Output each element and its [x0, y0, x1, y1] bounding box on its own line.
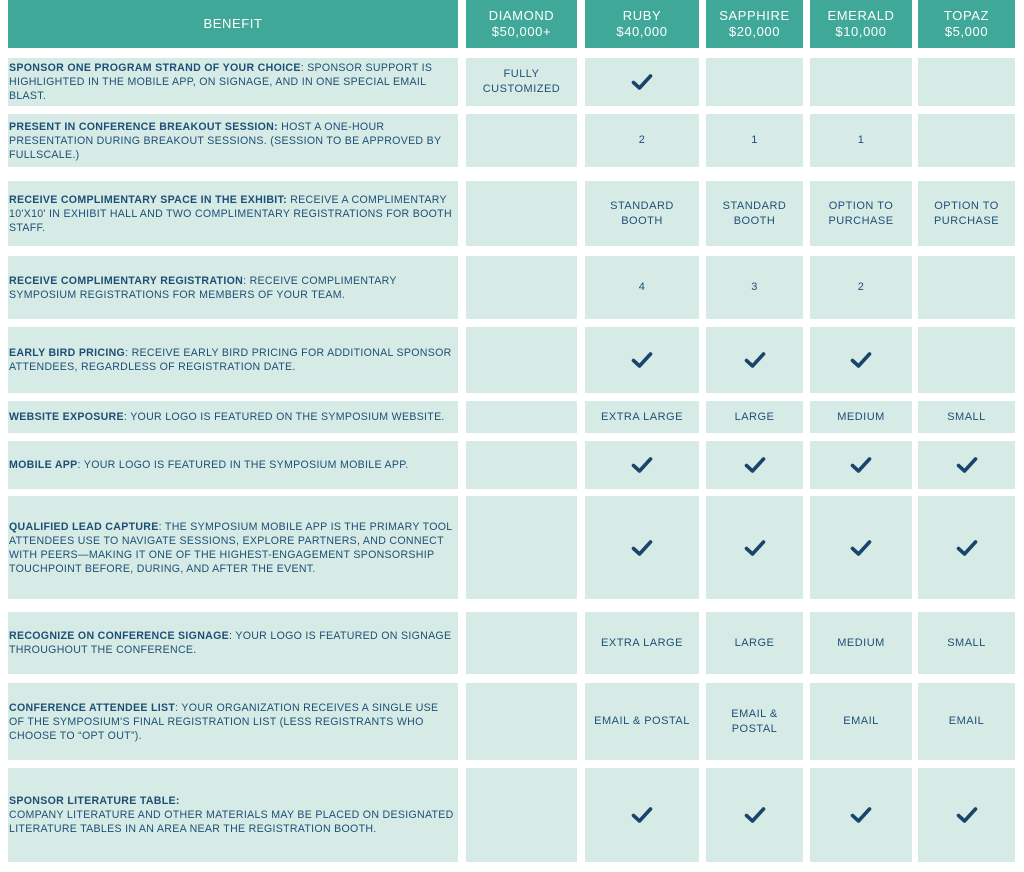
tier-cell-emerald [810, 114, 912, 167]
tier-cell-diamond [466, 496, 577, 599]
tier-name: DIAMOND [488, 8, 555, 23]
checkmark-icon [850, 351, 872, 369]
checkmark-icon [850, 806, 872, 824]
benefit-title: RECEIVE COMPLIMENTARY SPACE IN THE EXHIBIT: [9, 193, 287, 206]
tier-cell-sapphire [706, 496, 803, 599]
tier-cell-emerald [810, 768, 912, 862]
header-tier-diamond [466, 0, 577, 48]
checkmark-icon [956, 539, 978, 557]
benefit-cell [8, 256, 458, 319]
benefit-title: CONFERENCE ATTENDEE LIST [9, 701, 176, 714]
benefit-title: WEBSITE EXPOSURE [9, 411, 124, 423]
benefit-separator: : [175, 701, 182, 714]
tier-cell-diamond [466, 327, 577, 393]
tier-price: $10,000 [835, 24, 887, 39]
cell-value: 2 [638, 134, 646, 146]
header-tier-ruby [585, 0, 699, 48]
benefit-cell [8, 612, 458, 674]
checkmark-icon [850, 539, 872, 557]
tier-cell-ruby [585, 768, 699, 862]
checkmark-icon [850, 456, 872, 474]
benefit-cell [8, 683, 458, 760]
benefit-title: MOBILE APP [9, 459, 78, 471]
tier-cell-topaz [918, 58, 1015, 106]
tier-cell-emerald [810, 683, 912, 760]
tier-price: $5,000 [944, 24, 989, 39]
cell-value: EMAIL & POSTAL [731, 707, 778, 735]
benefit-separator: : [229, 630, 236, 642]
checkmark-icon [631, 73, 653, 91]
tier-cell-emerald [810, 327, 912, 393]
cell-value: OPTION TO PURCHASE [933, 199, 1000, 227]
tier-name: EMERALD [827, 8, 895, 23]
benefit-cell [8, 441, 458, 489]
tier-cell-topaz [918, 768, 1015, 862]
header-tier-emerald [810, 0, 912, 48]
benefit-title: RECOGNIZE ON CONFERENCE SIGNAGE [9, 630, 230, 642]
benefit-separator: : [77, 459, 84, 471]
checkmark-icon [956, 456, 978, 474]
benefit-cell [8, 401, 458, 433]
benefit-text [9, 520, 454, 576]
benefit-text [9, 274, 454, 302]
cell-value: OPTION TO PURCHASE [828, 199, 894, 227]
benefit-text [9, 629, 454, 657]
tier-cell-topaz [918, 496, 1015, 599]
checkmark-icon [956, 806, 978, 824]
benefit-text [9, 410, 445, 424]
tier-cell-ruby [585, 441, 699, 489]
cell-value: LARGE [734, 410, 775, 423]
cell-value: MEDIUM [837, 410, 885, 423]
tier-cell-emerald [810, 58, 912, 106]
benefit-description: YOUR LOGO IS FEATURED ON SIGNAGE THROUGHOUT THE CONFERENCE. [9, 630, 452, 656]
tier-cell-diamond [466, 401, 577, 433]
header-tier-topaz [918, 0, 1015, 48]
benefit-description: HOST A ONE-HOUR PRESENTATION DURING BREAKOUT SESSIONS. (SESSION TO BE APPROVED BY FULLSCALE.) [9, 120, 442, 161]
benefit-cell [8, 496, 458, 599]
tier-cell-ruby [585, 401, 699, 433]
tier-cell-diamond [466, 256, 577, 319]
tier-cell-ruby [585, 683, 699, 760]
benefit-cell [8, 58, 458, 106]
tier-price: $20,000 [728, 24, 781, 39]
benefit-separator: : [125, 347, 132, 359]
benefit-description: YOUR LOGO IS FEATURED ON THE SYMPOSIUM WEBSITE. [130, 411, 445, 423]
benefit-title: SPONSOR ONE PROGRAM STRAND OF YOUR CHOICE [9, 62, 301, 74]
benefit-description: RECEIVE A COMPLIMENTARY 10'X10' IN EXHIBIT HALL AND TWO COMPLIMENTARY REGISTRATIONS FOR BOOTH STAFF. [9, 193, 452, 234]
cell-value: EMAIL [843, 715, 879, 727]
tier-cell-topaz [918, 256, 1015, 319]
benefit-description: YOUR ORGANIZATION RECEIVES A SINGLE USE OF THE SYMPOSIUM'S FINAL REGISTRATION LIST (LESS REGISTRANTS WHO CHOOSE TO “OPT OUT”). [9, 701, 439, 742]
tier-cell-diamond [466, 612, 577, 674]
benefit-text [9, 120, 454, 162]
checkmark-icon [744, 351, 766, 369]
checkmark-icon [631, 539, 653, 557]
benefit-separator: : [243, 274, 250, 287]
tier-cell-emerald [810, 401, 912, 433]
benefit-title: PRESENT IN CONFERENCE BREAKOUT SESSION: [9, 120, 278, 133]
tier-cell-ruby [585, 256, 699, 319]
benefit-separator: : [123, 411, 131, 423]
tier-cell-emerald [810, 256, 912, 319]
header-benefit [8, 0, 458, 48]
cell-value: FULLY CUSTOMIZED [482, 68, 561, 95]
tier-cell-emerald [810, 496, 912, 599]
benefit-text [9, 346, 454, 374]
benefit-text [9, 61, 454, 103]
tier-cell-sapphire [706, 256, 803, 319]
cell-value: LARGE [734, 636, 775, 649]
tier-cell-sapphire [706, 181, 803, 246]
tier-cell-topaz [918, 327, 1015, 393]
cell-value: EXTRA LARGE [601, 410, 683, 423]
tier-cell-diamond [466, 58, 577, 106]
benefit-text [9, 794, 454, 836]
benefit-text [9, 193, 454, 235]
tier-cell-topaz [918, 114, 1015, 167]
cell-value: 2 [857, 281, 865, 293]
cell-value: 4 [638, 281, 646, 293]
tier-cell-diamond [466, 441, 577, 489]
benefit-separator: : [300, 62, 308, 74]
checkmark-icon [744, 539, 766, 557]
tier-cell-emerald [810, 441, 912, 489]
benefit-separator: : [158, 520, 165, 533]
benefit-description: COMPANY LITERATURE AND OTHER MATERIALS MAY BE PLACED ON DESIGNATED LITERATURE TABLES IN AN AREA NEAR THE REGISTRATION BOOTH. [9, 809, 454, 835]
tier-cell-diamond [466, 768, 577, 862]
tier-cell-topaz [918, 181, 1015, 246]
benefit-cell [8, 768, 458, 862]
tier-cell-sapphire [706, 768, 803, 862]
tier-cell-topaz [918, 612, 1015, 674]
tier-cell-ruby [585, 114, 699, 167]
cell-value: EXTRA LARGE [601, 636, 683, 649]
benefit-text [9, 701, 454, 743]
benefit-title: RECEIVE COMPLIMENTARY REGISTRATION [9, 274, 244, 287]
cell-value: 1 [751, 134, 758, 146]
tier-cell-sapphire [706, 401, 803, 433]
tier-cell-diamond [466, 683, 577, 760]
tier-cell-ruby [585, 181, 699, 246]
tier-name: RUBY [622, 8, 662, 23]
cell-value: MEDIUM [837, 636, 885, 649]
tier-price: $40,000 [616, 24, 668, 39]
benefit-description: THE SYMPOSIUM MOBILE APP IS THE PRIMARY TOOL ATTENDEES USE TO NAVIGATE SESSIONS, EXPLORE PARTNERS, AND CONNECT WITH PEERS—MAKING IT ONE OF THE HIGHEST-ENGAGEMENT SPONSORSHIP TOUCHPOINT BEFORE, DURING, AND AFTER THE EVENT. [9, 520, 453, 575]
checkmark-icon [631, 351, 653, 369]
tier-cell-sapphire [706, 58, 803, 106]
tier-cell-ruby [585, 58, 699, 106]
checkmark-icon [744, 806, 766, 824]
cell-value: EMAIL [948, 715, 985, 727]
benefit-title: SPONSOR LITERATURE TABLE: [9, 795, 180, 807]
header-tier-sapphire [706, 0, 803, 48]
benefit-cell [8, 114, 458, 167]
cell-value: 1 [857, 134, 865, 146]
cell-value: STANDARD BOOTH [610, 199, 674, 227]
checkmark-icon [631, 806, 653, 824]
checkmark-icon [631, 456, 653, 474]
benefit-title: QUALIFIED LEAD CAPTURE [9, 520, 159, 533]
tier-cell-ruby [585, 612, 699, 674]
cell-value: SMALL [947, 636, 986, 649]
tier-cell-diamond [466, 114, 577, 167]
tier-name: SAPPHIRE [719, 8, 790, 23]
benefit-title: EARLY BIRD PRICING [9, 347, 126, 359]
tier-cell-sapphire [706, 327, 803, 393]
benefit-description: RECEIVE COMPLIMENTARY SYMPOSIUM REGISTRATIONS FOR MEMBERS OF YOUR TEAM. [9, 274, 397, 301]
benefit-description: YOUR LOGO IS FEATURED IN THE SYMPOSIUM MOBILE APP. [83, 459, 409, 471]
benefit-description: SPONSOR SUPPORT IS HIGHLIGHTED IN THE MOBILE APP, ON SIGNAGE, AND IN ONE SPECIAL EMAIL BLAST. [9, 62, 433, 102]
tier-cell-sapphire [706, 114, 803, 167]
tier-cell-topaz [918, 683, 1015, 760]
cell-value: 3 [751, 281, 758, 293]
cell-value: STANDARD BOOTH [722, 199, 787, 227]
tier-name: TOPAZ [943, 8, 990, 23]
benefit-cell [8, 327, 458, 393]
tier-cell-emerald [810, 181, 912, 246]
header-benefit-label: BENEFIT [203, 16, 263, 31]
cell-value: SMALL [947, 410, 986, 423]
benefit-description: RECEIVE EARLY BIRD PRICING FOR ADDITIONAL SPONSOR ATTENDEES, REGARDLESS OF REGISTRATION DATE. [9, 347, 452, 373]
tier-cell-topaz [918, 401, 1015, 433]
tier-cell-diamond [466, 181, 577, 246]
benefit-cell [8, 181, 458, 246]
tier-cell-ruby [585, 327, 699, 393]
tier-cell-sapphire [706, 441, 803, 489]
tier-cell-topaz [918, 441, 1015, 489]
tier-price: $50,000+ [491, 24, 552, 39]
tier-cell-emerald [810, 612, 912, 674]
checkmark-icon [744, 456, 766, 474]
tier-cell-ruby [585, 496, 699, 599]
cell-value: EMAIL & POSTAL [594, 715, 690, 727]
tier-cell-sapphire [706, 683, 803, 760]
tier-cell-sapphire [706, 612, 803, 674]
benefit-text [9, 458, 408, 472]
